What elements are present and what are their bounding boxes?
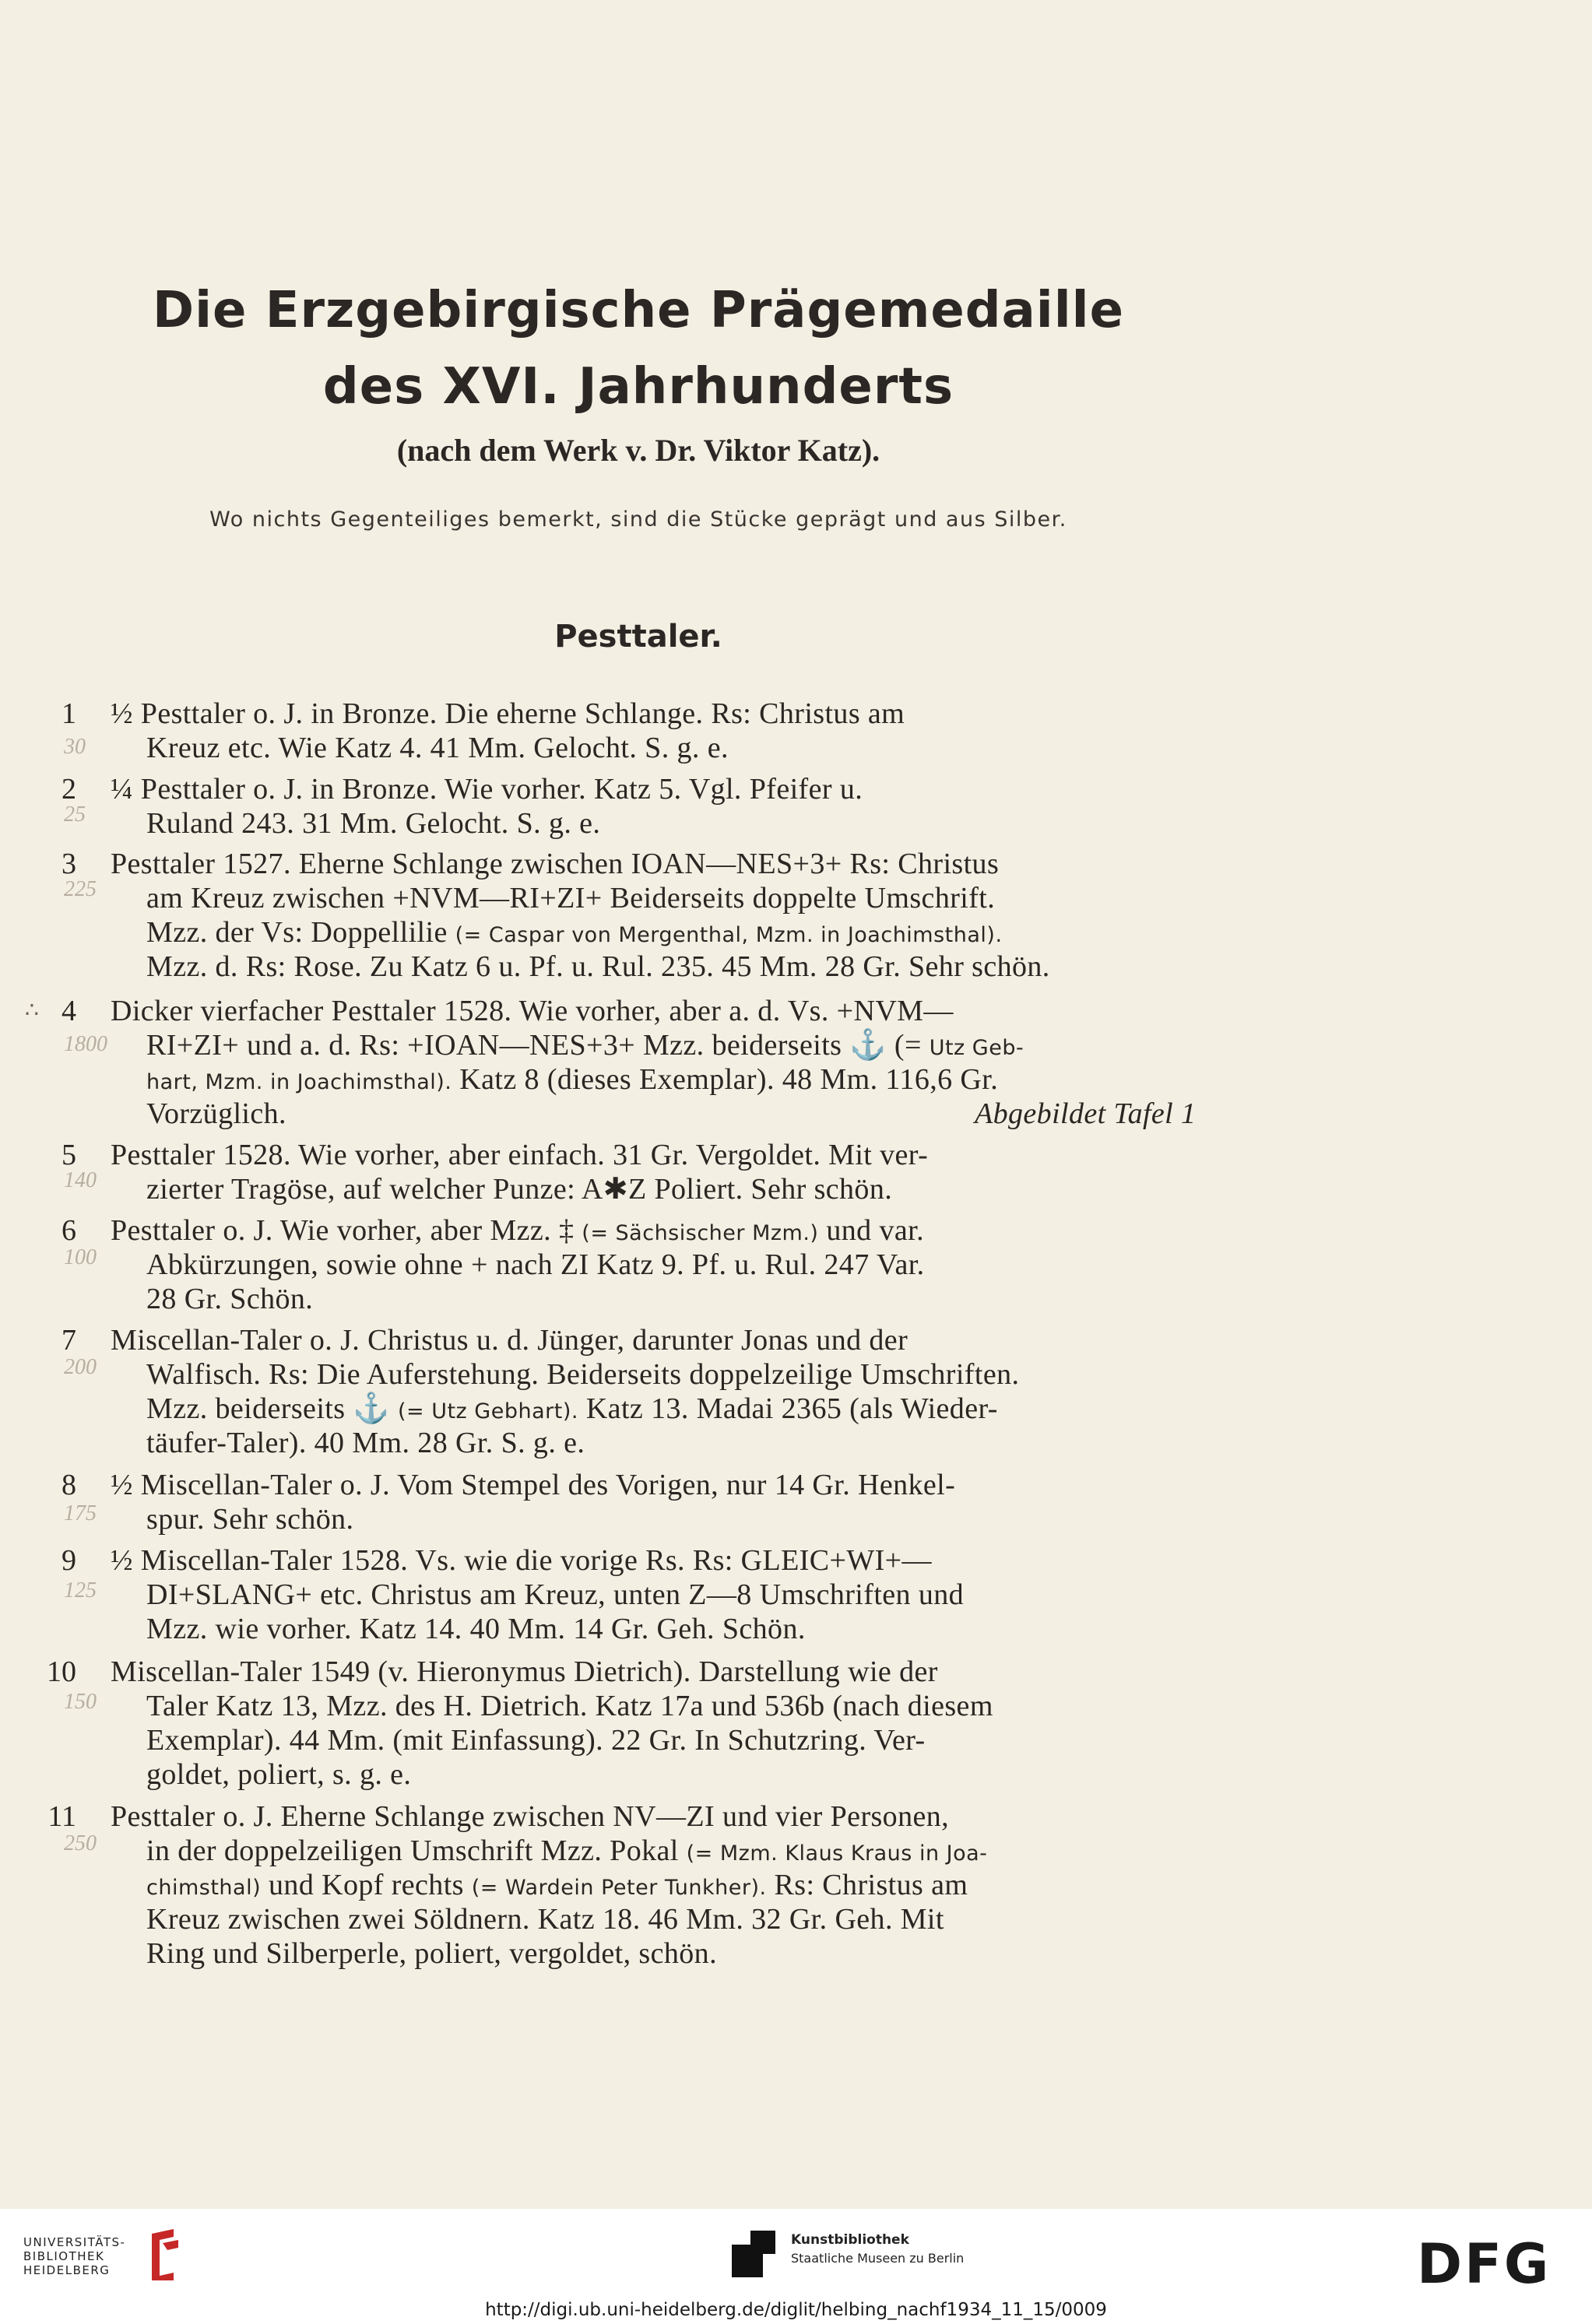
- kunstbibliothek-emblem-icon: [732, 2231, 775, 2277]
- pencil-price: 30: [64, 735, 86, 759]
- dfg-logo[interactable]: DFG: [1417, 2232, 1552, 2296]
- pencil-price: 250: [64, 1831, 97, 1855]
- pencil-price: 100: [64, 1245, 97, 1269]
- pencil-price: 200: [64, 1355, 97, 1379]
- entry-number: 2: [62, 773, 76, 806]
- entry-line: Dicker vierfacher Pesttaler 1528. Wie vorher, aber a. d. Vs. +NVM—: [111, 995, 954, 1027]
- section-heading: Pesttaler.: [554, 619, 722, 655]
- pencil-price: 125: [64, 1578, 97, 1603]
- entry-number: 11: [47, 1800, 76, 1833]
- entry-number: 6: [62, 1214, 76, 1247]
- assayer-note: (= Wardein Peter Tunkher).: [471, 1876, 767, 1900]
- entry-text: Katz 13. Madai 2365 (als Wieder-: [585, 1392, 998, 1425]
- permalink-url[interactable]: http://digi.ub.uni-heidelberg.de/diglit/helbing_nachf1934_11_15/0009: [485, 2300, 1107, 2320]
- entry-line: Pesttaler 1528. Wie vorher, aber einfach. 31 Gr. Vergoldet. Mit ver-: [111, 1139, 929, 1171]
- entry-line: Taler Katz 13, Mzz. des H. Dietrich. Katz 17a und 536b (nach diesem: [146, 1690, 993, 1722]
- entry-line: goldet, poliert, s. g. e.: [146, 1758, 412, 1791]
- kunstbibliothek-title: Kunstbibliothek: [791, 2232, 909, 2248]
- entry-line: Kreuz zwischen zwei Söldnern. Katz 18. 46 Mm. 32 Gr. Geh. Mit: [146, 1903, 944, 1936]
- entry-line: Mzz. wie vorher. Katz 14. 40 Mm. 14 Gr. Geh. Schön.: [146, 1613, 806, 1645]
- entry-text: in der doppelzeiligen Umschrift Mzz. Pokal: [146, 1834, 679, 1867]
- entry-line: [146, 1062, 998, 1100]
- entry-line: 28 Gr. Schön.: [146, 1283, 314, 1315]
- mintmaster-note: Utz Geb-: [929, 1036, 1024, 1060]
- page-subtitle: (nach dem Werk v. Dr. Viktor Katz).: [396, 433, 880, 468]
- university-library-logo[interactable]: [23, 2227, 179, 2282]
- entry-line: [146, 1392, 998, 1429]
- entry-line: Walfisch. Rs: Die Auferstehung. Beiderseits doppelzeilige Umschriften.: [146, 1358, 1020, 1391]
- entry-line: [146, 1028, 1024, 1065]
- mintmaster-note: hart, Mzm. in Joachimsthal).: [146, 1070, 452, 1094]
- entry-line: Kreuz etc. Wie Katz 4. 41 Mm. Gelocht. S. g. e.: [146, 732, 729, 764]
- mintmaster-note: (= Sächsischer Mzm.): [582, 1221, 819, 1245]
- entry-number: 9: [62, 1544, 76, 1577]
- mintmaster-note: (= Caspar von Mergenthal, Mzm. in Joachimsthal).: [455, 923, 1003, 947]
- ub-emblem-icon: [144, 2227, 183, 2282]
- entry-line: Vorzüglich.: [146, 1097, 286, 1130]
- entry-number: 8: [62, 1469, 76, 1501]
- entry-text: und Kopf rechts: [269, 1869, 464, 1901]
- entry-number: 7: [62, 1324, 76, 1357]
- entry-number: 1: [62, 697, 76, 730]
- entry-text: Mzz. beiderseits ⚓: [146, 1392, 391, 1425]
- pencil-price: 140: [64, 1168, 97, 1192]
- entry-line: am Kreuz zwischen +NVM—RI+ZI+ Beiderseits doppelte Umschrift.: [146, 882, 996, 915]
- entry-line: zierter Tragöse, auf welcher Punze: A✱Z Poliert. Sehr schön.: [146, 1173, 893, 1206]
- entry-line: Ring und Silberperle, poliert, vergoldet, schön.: [146, 1937, 717, 1970]
- intro-note: Wo nichts Gegenteiliges bemerkt, sind die Stücke geprägt und aus Silber.: [209, 507, 1067, 532]
- entry-line: ¼ Pesttaler o. J. in Bronze. Wie vorher. Katz 5. Vgl. Pfeifer u.: [111, 773, 863, 806]
- plate-reference: Abgebildet Tafel 1: [975, 1097, 1197, 1130]
- entry-line: [111, 1213, 924, 1251]
- entry-line: Miscellan-Taler 1549 (v. Hieronymus Dietrich). Darstellung wie der: [111, 1655, 938, 1688]
- mintmaster-note: (= Utz Gebhart).: [397, 1399, 578, 1424]
- ub-logo-line2: BIBLIOTHEK: [23, 2249, 105, 2263]
- page-title-line1: Die Erzgebirgische Prägemedaille: [152, 282, 1125, 339]
- entry-line: [146, 1834, 987, 1871]
- entry-text: und var.: [826, 1214, 924, 1247]
- entry-line: Abkürzungen, sowie ohne + nach ZI Katz 9. Pf. u. Rul. 247 Var.: [146, 1248, 925, 1281]
- entry-line: täufer-Taler). 40 Mm. 28 Gr. S. g. e.: [146, 1427, 585, 1459]
- entry-text: Pesttaler o. J. Wie vorher, aber Mzz. ‡: [111, 1214, 575, 1247]
- page-title-line2: des XVI. Jahrhunderts: [322, 358, 954, 416]
- pencil-price: 25: [64, 802, 86, 827]
- entry-line: [146, 1868, 968, 1905]
- entry-number: 10: [47, 1655, 76, 1688]
- entry-number: 5: [62, 1139, 76, 1171]
- entry-number: 3: [62, 848, 76, 880]
- entry-line: Pesttaler o. J. Eherne Schlange zwischen NV—ZI und vier Personen,: [111, 1800, 950, 1833]
- pencil-price: 225: [64, 877, 97, 901]
- entry-line: [146, 915, 1003, 953]
- pencil-price: 175: [64, 1501, 97, 1525]
- entry-line: ½ Miscellan-Taler o. J. Vom Stempel des Vorigen, nur 14 Gr. Henkel-: [111, 1469, 956, 1501]
- pencil-price: 1800: [64, 1032, 107, 1056]
- ub-logo-line3: HEIDELBERG: [23, 2263, 111, 2277]
- kunstbibliothek-logo[interactable]: [732, 2227, 1012, 2282]
- entry-text: Mzz. der Vs: Doppellilie: [146, 916, 448, 949]
- mintmaster-note: chimsthal): [146, 1876, 262, 1900]
- mintmaster-note: (= Mzm. Klaus Kraus in Joa-: [686, 1841, 988, 1866]
- entry-text: RI+ZI+ und a. d. Rs: +IOAN—NES+3+ Mzz. beiderseits ⚓ (=: [146, 1029, 922, 1062]
- entry-text: Rs: Christus am: [774, 1869, 968, 1901]
- entry-line: Miscellan-Taler o. J. Christus u. d. Jünger, darunter Jonas und der: [111, 1324, 908, 1357]
- entry-number: 4: [62, 995, 76, 1027]
- entry-line: Exemplar). 44 Mm. (mit Einfassung). 22 Gr. In Schutzring. Ver-: [146, 1724, 926, 1757]
- entry-line: DI+SLANG+ etc. Christus am Kreuz, unten Z—8 Umschriften und: [146, 1578, 965, 1611]
- entry-line: ½ Pesttaler o. J. in Bronze. Die eherne Schlange. Rs: Christus am: [111, 697, 905, 730]
- entry-text: Katz 8 (dieses Exemplar). 48 Mm. 116,6 Gr.: [459, 1063, 999, 1096]
- kunstbibliothek-subtitle: Staatliche Museen zu Berlin: [791, 2251, 965, 2266]
- entry-line: Ruland 243. 31 Mm. Gelocht. S. g. e.: [146, 807, 601, 840]
- pencil-price: 150: [64, 1690, 97, 1714]
- ub-logo-line1: UNIVERSITÄTS-: [23, 2235, 126, 2249]
- entry-line: Pesttaler 1527. Eherne Schlange zwischen IOAN—NES+3+ Rs: Christus: [111, 848, 1000, 880]
- entry-line: spur. Sehr schön.: [146, 1503, 354, 1536]
- entry-line: Mzz. d. Rs: Rose. Zu Katz 6 u. Pf. u. Rul. 235. 45 Mm. 28 Gr. Sehr schön.: [146, 950, 1050, 983]
- highlight-mark: ∴: [25, 999, 39, 1023]
- entry-line: ½ Miscellan-Taler 1528. Vs. wie die vorige Rs. Rs: GLEIC+WI+—: [111, 1544, 932, 1577]
